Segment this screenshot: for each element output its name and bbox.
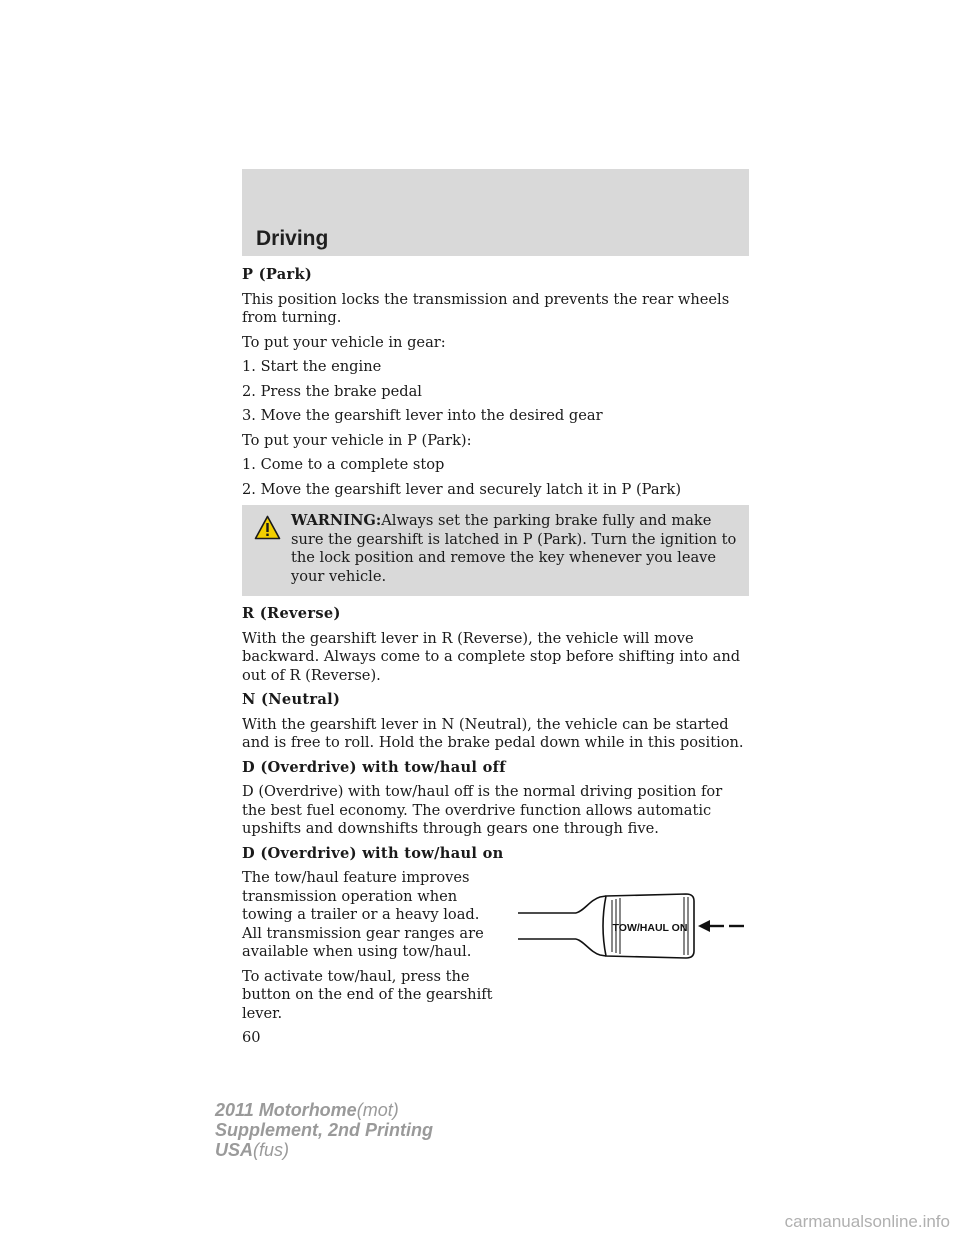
watermark: carmanualsonline.info: [784, 1212, 950, 1231]
gear-step: 2. Press the brake pedal: [242, 382, 422, 400]
towhaul-button-label: TOW/HAUL ON: [612, 922, 688, 934]
park-heading: P (Park): [242, 266, 313, 283]
park-step: 2. Move the gearshift lever and securely latch it in P (Park): [242, 480, 682, 498]
park-step: 1. Come to a complete stop: [242, 456, 445, 473]
gear-steps: [242, 358, 749, 426]
park-steps: [242, 456, 749, 499]
reverse-text: With the gearshift lever in R (Reverse), the vehicle will move backward. Always come to a complete stop before shifting into and out of R (Reverse).: [242, 629, 741, 684]
towhaul-description: The tow/haul feature improves transmission operation when towing a trailer or a heavy load. All transmission gear ranges are available when using tow/haul.: [242, 869, 484, 960]
neutral-heading: N (Neutral): [242, 691, 341, 708]
warning-triangle-icon: [254, 515, 281, 540]
gear-step: 1. Start the engine: [242, 358, 382, 375]
footer-line-1: 2011 Motorhome(mot): [215, 1100, 399, 1120]
neutral-text: With the gearshift lever in N (Neutral), the vehicle can be started and is free to roll. Hold the brake pedal down while in this position.: [242, 715, 744, 751]
footer-line-2: Supplement, 2nd Printing: [215, 1120, 434, 1140]
section-header: [242, 169, 749, 256]
park-intro: To put your vehicle in P (Park):: [242, 431, 472, 449]
gear-step: 3. Move the gearshift lever into the desired gear: [242, 407, 603, 424]
document-footer: [215, 1100, 433, 1160]
overdrive-on-heading: D (Overdrive) with tow/haul on: [242, 844, 504, 862]
reverse-heading: R (Reverse): [242, 605, 341, 622]
warning-text-block: [249, 512, 739, 586]
page-number: 60: [242, 1029, 261, 1046]
overdrive-off-heading: D (Overdrive) with tow/haul off: [242, 758, 506, 776]
overdrive-off-text: D (Overdrive) with tow/haul off is the normal driving position for the best fuel economy. The overdrive function allows automatic upshifts and downshifts through gears one through five.: [242, 783, 723, 837]
gearshift-lever-illustration: [514, 889, 746, 961]
page-content: [242, 266, 749, 1054]
warning-label: WARNING:: [291, 512, 382, 529]
towhaul-text-column: [242, 869, 497, 1023]
section-title: Driving: [256, 227, 329, 250]
towhaul-section: [242, 869, 749, 1023]
footer-line-3: USA(fus): [215, 1140, 290, 1160]
warning-box: [242, 505, 749, 596]
towhaul-activate-text: To activate tow/haul, press the button on the end of the gearshift lever.: [242, 967, 493, 1022]
gear-intro: To put your vehicle in gear:: [242, 333, 446, 351]
warning-text: Always set the parking brake fully and make sure the gearshift is latched in P (Park). Turn the ignition to the lock position and remove the key whenever you leave your vehicle.: [291, 512, 737, 585]
park-description: This position locks the transmission and prevents the rear wheels from turning.: [242, 290, 730, 326]
